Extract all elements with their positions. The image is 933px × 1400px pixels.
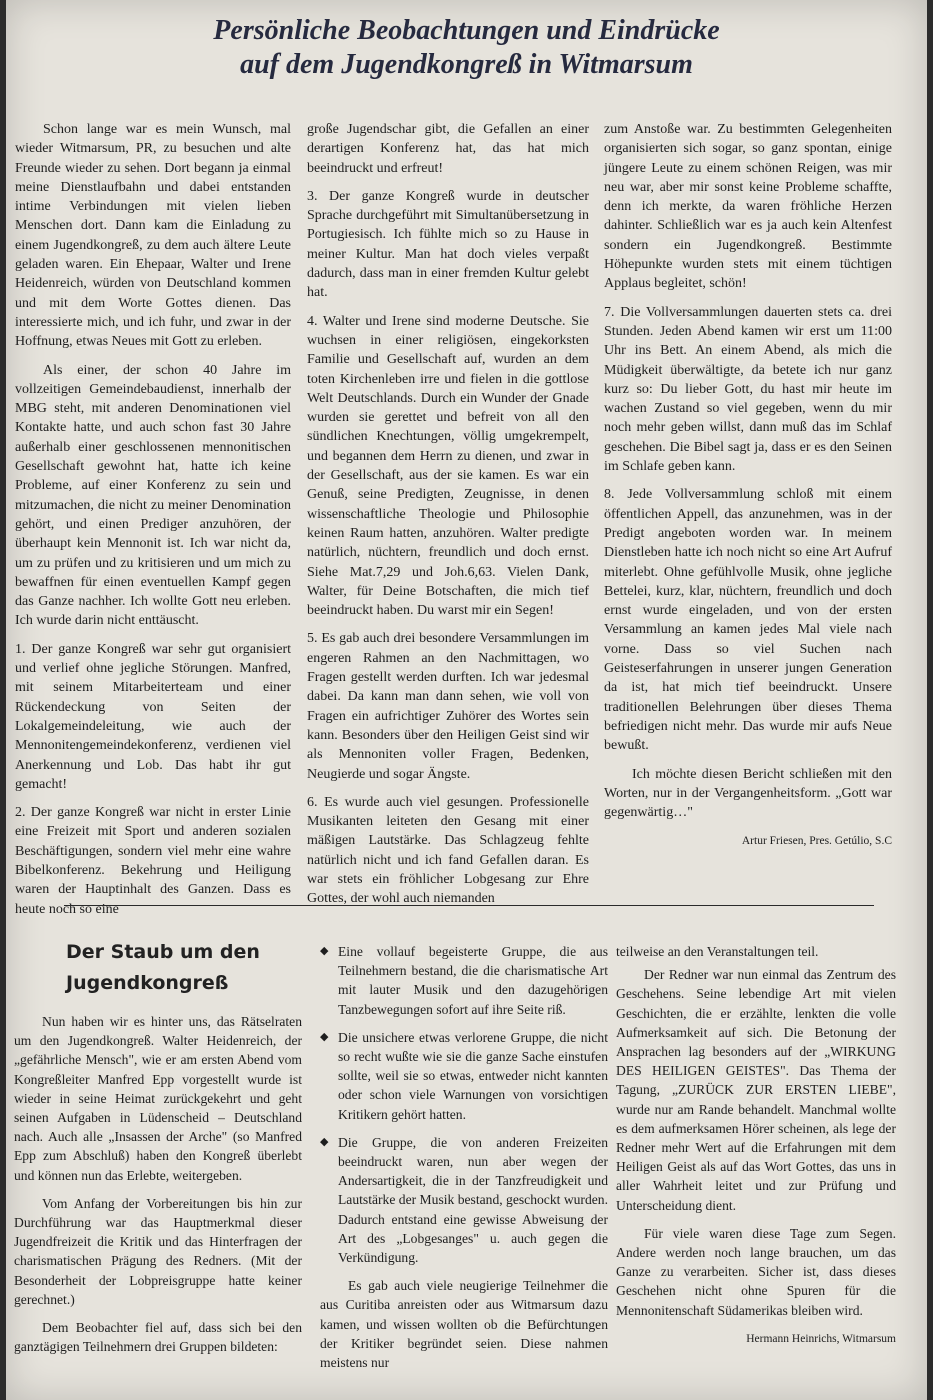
diamond-bullet-icon: ◆	[320, 1030, 329, 1043]
paragraph: Für viele waren diese Tage zum Segen. Andere werden noch lange brauchen, um das Ganze zu verarbeiten. Sicher ist, dass dieses Geschehen nicht ohne Spuren für die Mennonitenschaft Südamerikas bleiben wird.	[616, 1225, 896, 1318]
author-signature: Hermann Heinrichs, Witmarsum	[746, 1332, 896, 1345]
paragraph: Ich möchte diesen Bericht schließen mit den Worten, nur in der Vergangenheitsform. „Gott war gegenwärtig…"	[604, 766, 892, 821]
paragraph: Schon lange war es mein Wunsch, mal wieder Witmarsum, PR, zu besuchen und alte Freunde wieder zu sehen. Dort begann ja einmal meine Dienstlaufbahn und dabei entstanden intime Verbindungen mit vielen lieben Menschen dort. Dann kam die Einladung zu einem Jugendkongreß, zu dem auch ältere Leute geladen waren. Ein Ehepaar, Walter und Irene Heidenreich, würden von Deutschland kommen und mit dem Worte Gottes dienen. Das interessierte mich, und ich fuhr, und zwar in der Hoffnung, etwas Neues mit Gott zu erleben.	[15, 122, 291, 350]
paragraph: Der Redner war nun einmal das Zentrum des Geschehens. Seine lebendige Art mit vielen Geschichten, die er erzählte, lenkten die volle Aufmerksamkeit auf sich. Die Betonung der Ansprachen lag besonders auf der „WIRKUNG DES HEILIGEN GEISTES". Das Thema der Tagung, „ZURÜCK ZUR ERSTEN LIEBE", wurde nur am Rande behandelt. Manchmal wollte es dem aufmerksamen Hörer scheinen, als lege der Redner mehr Wert auf die Erfahrungen mit dem Heiligen Geist als auf das Wort Gottes, das uns in aller Wahrheit leitet und zur Prüfung und Unterscheidung dient.	[616, 967, 896, 1213]
paragraph: 2. Der ganze Kongreß war nicht in erster Linie eine Freizeit mit Sport und anderen sozialen Beschäftigungen, sondern viel mehr eine wahre Bibelkonferenz. Bekehrung und Heiligung waren der Hauptinhalt des Ganzen. Dass es heute noch so eine	[15, 805, 291, 917]
paragraph: zum Anstoße war. Zu bestimmten Gelegenheiten organisierten sich sogar, so ganz spontan, einige jüngere Leute zu einem schönen Reigen, was mir neu war, aber mir sonst keine Probleme schaffte, denn ich merkte, da waren fröhliche Herzen dahinter. Schließlich war es ja auch kein Altenfest sondern ein Jugendkongreß. Bestimmte Höhepunkte wurden stets mit einem tüchtigen Applaus begleitet, schön!	[604, 122, 892, 292]
paragraph: 4. Walter und Irene sind moderne Deutsche. Sie wuchsen in einer religiösen, eingekorksten Familie und Gesellschaft auf, wurden an dem toten Kirchenleben irre und fielen in die gottlose Welt Deutschlands. Durch ein Wunder der Gnade wurden sie gerettet und befreit von all den sündlichen Knechtungen, völlig umgekrempelt, und begannen dem Herrn zu dienen, und zwar in der Gesellschaft, aus der sie kamen. Es war ein Genuß, seine Predigten, Zeugnisse, in denen wissenschaftliche Theologie und Philosophie keinen Raum hatten, anzuhören. Walter predigte natürlich, nüchtern, freundlich und doch ernst. Siehe Mat.7,29 und Joh.6,63. Vielen Dank, Walter, für Deine Botschaften, die mich tief beeindruckt haben. Du warst mir ein Segen!	[307, 313, 589, 619]
article2-column-3	[616, 942, 896, 1358]
article1-column-3	[604, 120, 892, 861]
article2-title	[66, 937, 306, 999]
paragraph: 6. Es wurde auch viel gesungen. Professionelle Musikanten leiteten den Gesang mit einer mäßigen Lautstärke. Das Schlagzeug fehlte natürlich nicht und ich fand Gefallen daran. Es war stets ein fröhlicher Lobgesang zur Ehre Gottes, der wohl auch niemanden	[307, 794, 589, 907]
paragraph: Vom Anfang der Vorbereitungen bis hin zur Durchführung war das Hauptmerkmal dieser Jugendfreizeit die Kritik und das Hinterfragen der charismatischen Prägung des Redners. (Mit der Besonderheit der Lobpreisgruppe hatte keiner gerechnet.)	[14, 1195, 302, 1307]
paragraph: Es gab auch viele neugierige Teilnehmer die aus Curitiba anreisten oder aus Witmarsum dazu kamen, und wissen wollten ob die Befürchtungen der Kritiker begründet seien. Diese nahmen meistens nur	[320, 1278, 608, 1371]
paragraph: 3. Der ganze Kongreß wurde in deutscher Sprache durchgeführt mit Simultanübersetzung in Portugiesisch. Ich fühlte mich so zu Hause in meiner Kultur. Man hat doch vieles verpaßt dadurch, dass man in einer fremden Kultur gelebt hat.	[307, 188, 589, 301]
bullet-item: ◆ Die unsichere etwas verlorene Gruppe, die nicht so recht wußte wie sie die ganze Sache einstufen sollte, weil sie so etwas, entweder nicht kannten oder schon viele Warnungen von vorsichtigen Kritikern gehört hatten.	[320, 1029, 608, 1122]
article2-column-1	[14, 1012, 302, 1356]
diamond-bullet-icon: ◆	[320, 945, 329, 957]
section-divider	[64, 905, 874, 906]
article1-column-2	[307, 120, 589, 909]
bullet-item: ◆ Die Gruppe, die von anderen Freizeiten beeindruckt waren, nun aber wegen der Andersartigkeit, die in der Tanzfreudigkeit und Lautstärke der Musik bestand, geschockt wurden. Dadurch entstand eine gewisse Abweisung der Art des „Lobgesanges" u. auch gegen die Verkündigung.	[320, 1134, 608, 1266]
article-title-line-2: auf dem Jugendkongreß in Witmarsum	[240, 49, 693, 80]
author-signature: Artur Friesen, Pres. Getúlio, S.C	[741, 835, 892, 848]
paragraph: Dem Beobachter fiel auf, dass sich bei den ganztägigen Teilnehmern drei Gruppen bildeten:	[14, 1320, 302, 1355]
article2-column-2	[320, 942, 608, 1372]
article-title-line-1: Persönliche Beobachtungen und Eindrücke	[213, 15, 720, 46]
paragraph: 7. Die Vollversammlungen dauerten stets ca. drei Stunden. Jeden Abend kamen wir erst um 11:00 Uhr ins Bett. An einem Abend, als mich die Müdigkeit überwältigte, da betete ich nur ganz kurz so: Du lieber Gott, du hast mir heute im wachen Zustand so viel gegeben, wenn du mir noch mehr geben willst, dann muß das im Schlaf geschehen. Die Bibel sagt ja, dass er es den Seinen im Schlafe geben kann.	[604, 304, 892, 475]
paragraph: teilweise an den Veranstaltungen teil.	[616, 944, 819, 959]
article2-title-line-1: Der Staub um den	[66, 941, 260, 963]
paragraph: Nun haben wir es hinter uns, das Rätselraten um den Jugendkongreß. Walter Heidenreich, der „gefährliche Mensch", wie er am ersten Abend vom Kongreßleiter Manfred Epp vorgestellt wurde ist wieder in seine Heimat zurückgekehrt und geht seinen Aufgaben in Lüdenscheid – Deutschland nach. Auch alle „Insassen der Arche" (so Manfred Epp zum Abschluß) haben den Kongreß überlebt und können nun das Erlebte, weitergeben.	[14, 1014, 302, 1183]
diamond-bullet-icon: ◆	[320, 1135, 329, 1148]
article-title	[6, 14, 927, 82]
paragraph: 8. Jede Vollversammlung schloß mit einem öffentlichen Appell, das anzunehmen, was in der Predigt angeboten worden war. In meinem Dienstleben hatte ich noch nicht so eine Art Aufruf miterlebt. Ohne gefühlvolle Musik, ohne jegliche Bettelei, kurz, klar, nüchtern, freundlich und doch ernst wurde eingeladen, und von der ersten Versammlung an kamen jedes Mal viele nach vorne. Dass so viel Suchen nach Geisteserfahrungen in unserer jungen Generation da ist, hat mich tief beeindruckt. Unsere traditionellen Belehrungen über dieses Thema befriedigen nicht mehr. Das wurde mir aufs Neue bewußt.	[604, 487, 892, 754]
article1-column-1	[15, 120, 291, 919]
paragraph: Als einer, der schon 40 Jahre im vollzeitigen Gemeindebaudienst, innerhalb der MBG steht, mit anderen Denominationen viel Kontakte hatte, und auch schon fast 30 Jahre außerhalb einer geschlossenen mennonitischen Gesellschaft gewohnt hat, hatte ich keine Probleme, auf einer Konferenz zu sein und mitzumachen, die nicht zu meiner Denomination gehört, und einen Prediger anzuhören, der überhaupt kein Mennonit ist. Ich war nicht da, um zu prüfen und zu kritisieren und um mich zu bewaffnen für einen eventuellen Kampf gegen das Ganze nachher. Ich wollte Gott neu erleben. Ich wurde darin nicht enttäuscht.	[15, 362, 291, 629]
article2-title-line-2: Jugendkongreß	[66, 972, 229, 994]
newspaper-page	[6, 0, 927, 1400]
paragraph: große Jugendschar gibt, die Gefallen an einer derartigen Konferenz hat, das hat mich beeindruckt und erfreut!	[307, 122, 589, 176]
paragraph: 5. Es gab auch drei besondere Versammlungen im engeren Rahmen an den Nachmittagen, wo Fragen gestellt werden durften. Ich war jedesmal dabei. Da kann man dann sehen, wie voll von Fragen ein aufrichtiger Zuhörer des Wortes sein kann. Besonders über den Heiligen Geist sind wir als Mennoniten voller Fragen, Bedenken, Neugierde und sogar Ängste.	[307, 631, 589, 782]
bullet-item: ◆ Eine vollauf begeisterte Gruppe, die aus Teilnehmern bestand, die die charismatische Art mit lauter Musik und den dazugehörigen Tanzbewegungen sofort auf ihre Seite riß.	[320, 944, 608, 1017]
paragraph: 1. Der ganze Kongreß war sehr gut organisiert und verlief ohne jegliche Störungen. Manfred, mit seinem Mitarbeiterteam und einer Rückendeckung von Seiten der Lokalgemeindeleitung, wie auch der Mennonitengemeindekonferenz, verdienen viel Anerkennung und Lob. Das habt ihr gut gemacht!	[15, 641, 291, 792]
